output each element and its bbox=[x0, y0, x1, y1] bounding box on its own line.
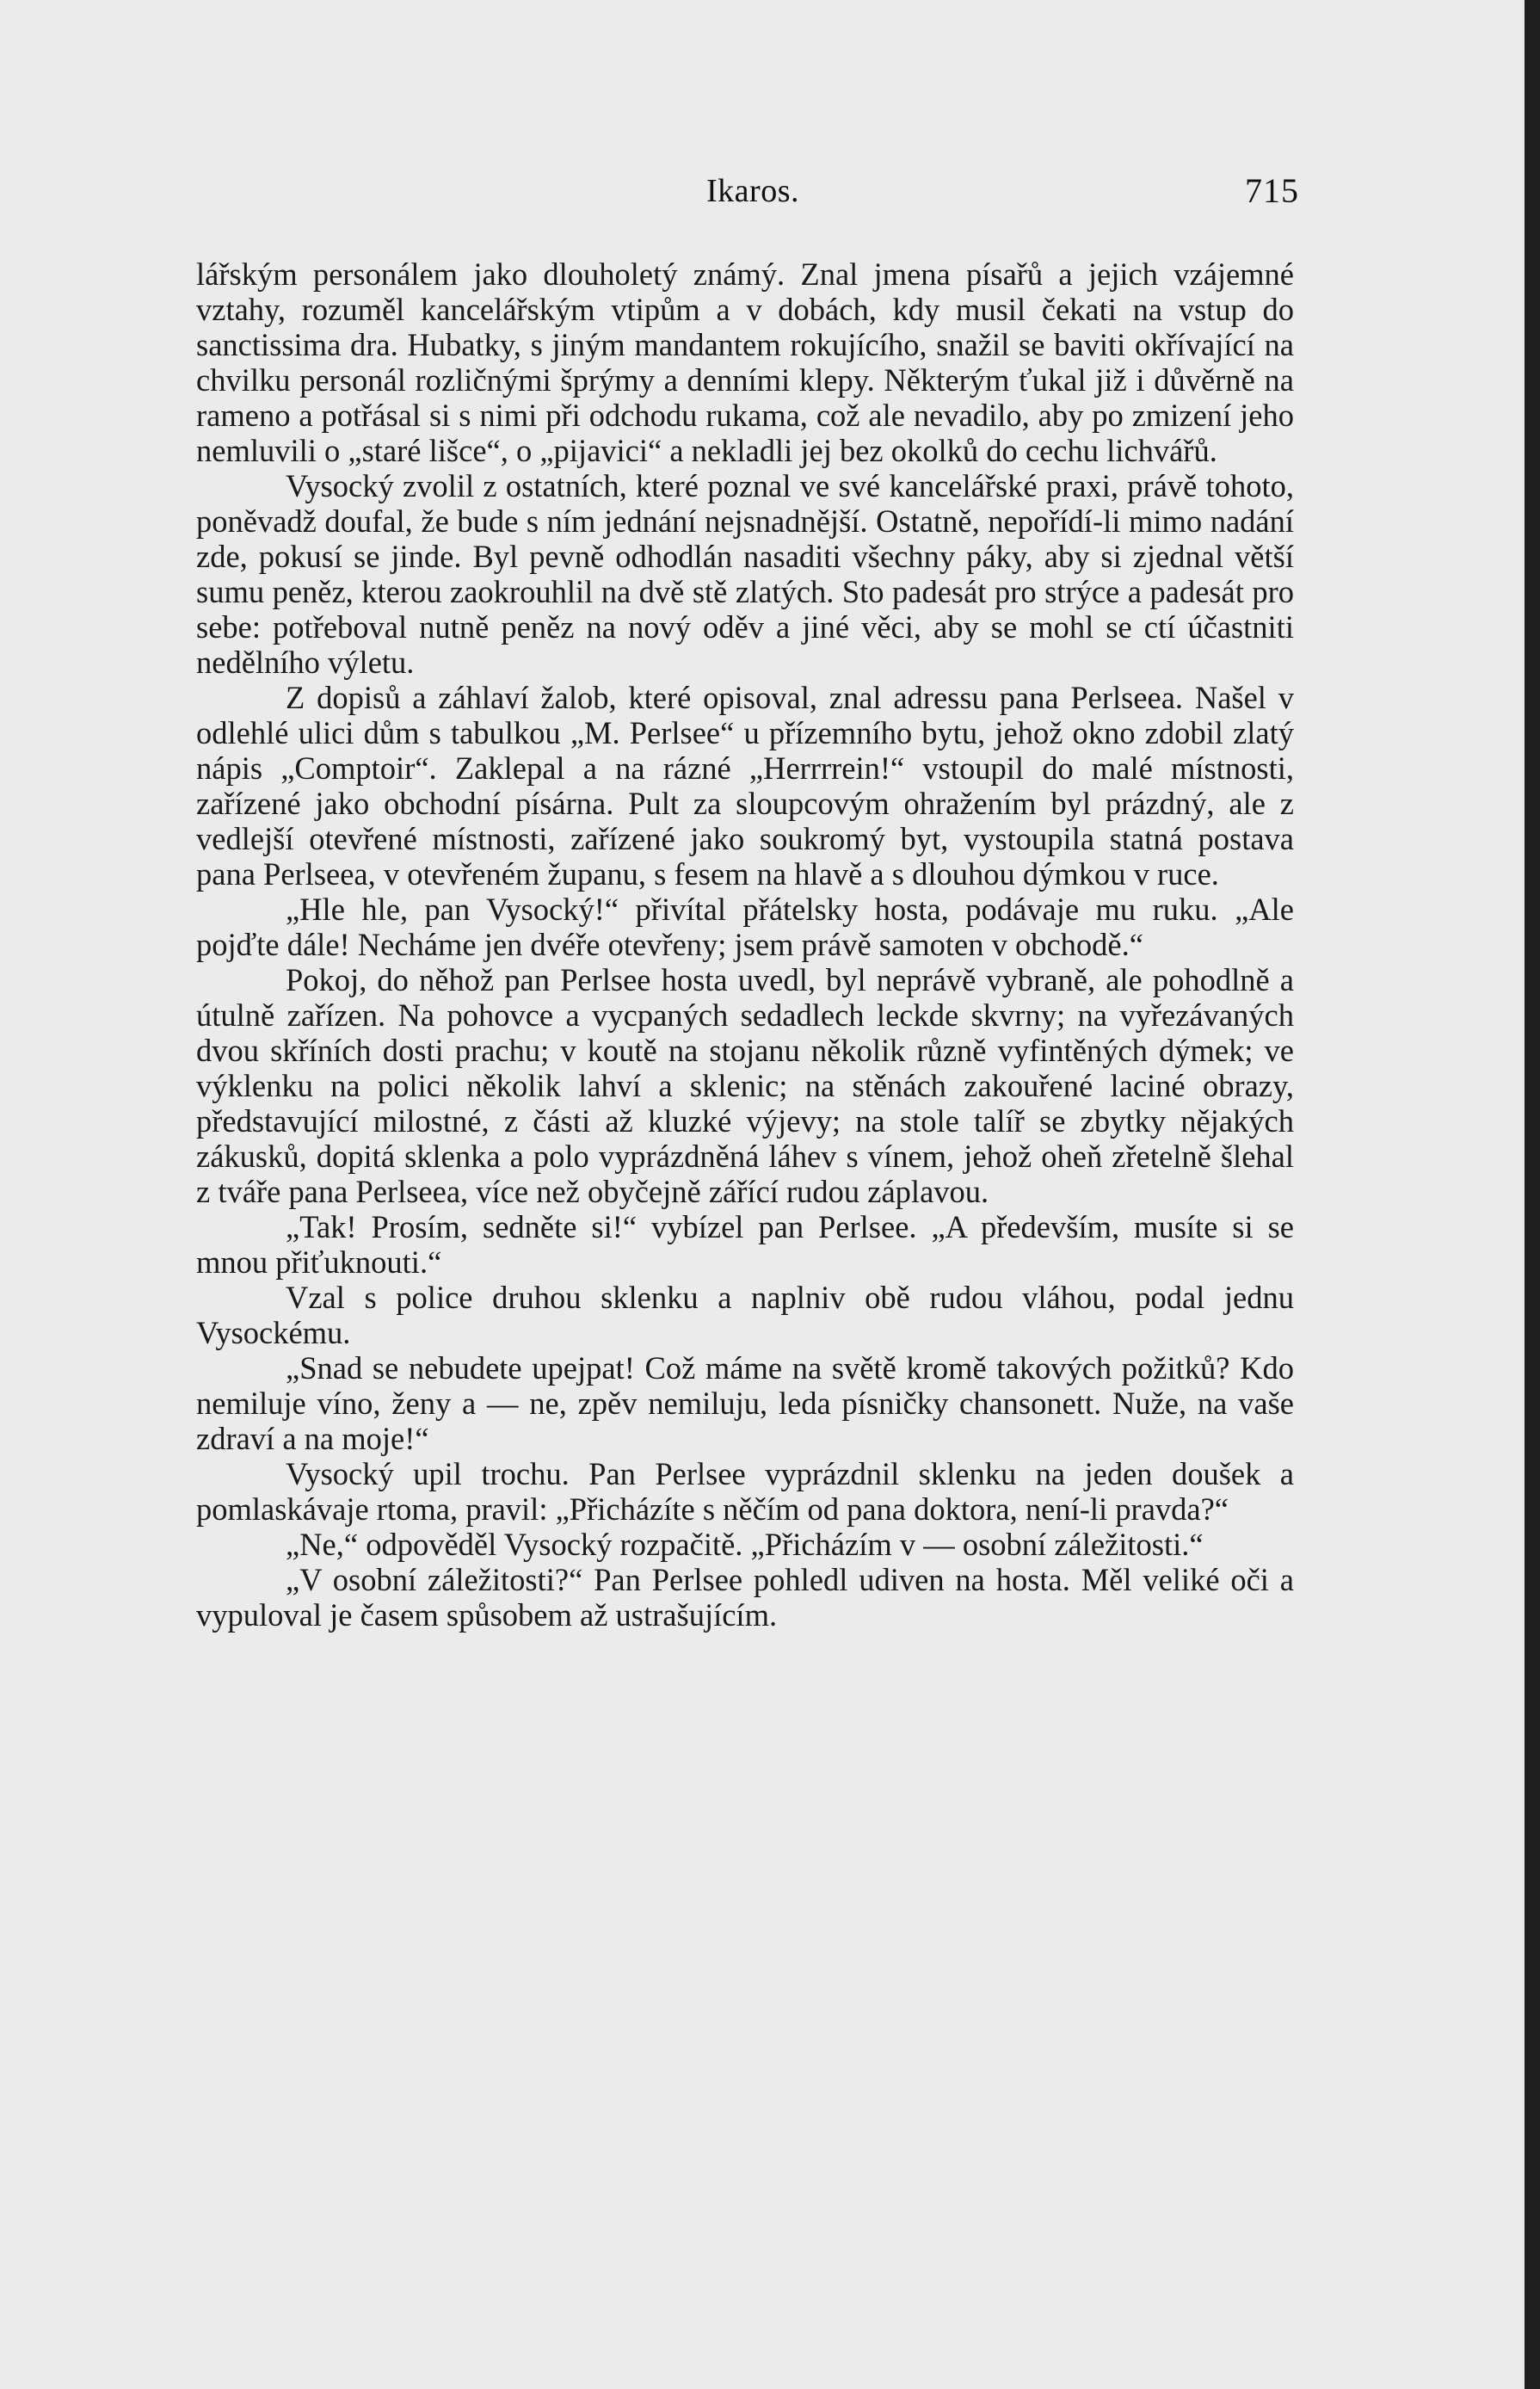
paragraph: „Hle hle, pan Vysocký!“ přivítal přátelsky hosta, podávaje mu ruku. „Ale pojďte dále! Necháme jen dvéře otevřeny; jsem právě samoten v obchodě.“ bbox=[196, 892, 1294, 962]
paragraph: Vysocký upil trochu. Pan Perlsee vyprázdnil sklenku na jeden doušek a pomlaskávaje rtoma, pravil: „Přicházíte s něčím od pana doktora, není-li pravda?“ bbox=[196, 1456, 1294, 1527]
paragraph: „Snad se nebudete upejpat! Což máme na světě kromě takových požitků? Kdo nemiluje víno, ženy a — ne, zpěv nemiluju, leda písničky chansonett. Nuže, na vaše zdraví a na moje!“ bbox=[196, 1350, 1294, 1456]
paragraph: „Tak! Prosím, sedněte si!“ vybízel pan Perlsee. „A především, musíte si se mnou přiťuknouti.“ bbox=[196, 1209, 1294, 1280]
scan-edge-shadow bbox=[1525, 0, 1540, 2389]
body-text bbox=[196, 256, 1294, 1633]
paragraph: „V osobní záležitosti?“ Pan Perlsee pohledl udiven na hosta. Měl veliké oči a vypuloval je časem spůsobem až ustrašujícím. bbox=[196, 1562, 1294, 1633]
paragraph: lářským personálem jako dlouholetý známý. Znal jmena písařů a jejich vzájemné vztahy, rozuměl kancelářským vtipům a v dobách, kdy musil čekati na vstup do sanctissima dra. Hubatky, s jiným mandantem rokujícího, snažil se baviti okřívající na chvilku personál rozličnými šprýmy a denními klepy. Některým ťukal již i důvěrně na rameno a potřásal si s nimi při odchodu rukama, což ale nevadilo, aby po zmizení jeho nemluvili o „staré lišce“, o „pijavici“ a nekladli jej bez okolků do cechu lichvářů. bbox=[196, 256, 1294, 468]
paragraph: „Ne,“ odpověděl Vysocký rozpačitě. „Přicházím v — osobní záležitosti.“ bbox=[286, 1527, 1204, 1562]
running-header-title: Ikaros. bbox=[706, 173, 799, 209]
paragraph: Z dopisů a záhlaví žalob, které opisoval, znal adressu pana Perlseea. Našel v odlehlé ulici dům s tabulkou „M. Perlsee“ u přízemního bytu, jehož okno zdobil zlatý nápis „Comptoir“. Zaklepal a na rázné „Herrrrein!“ vstoupil do malé místnosti, zařízené jako obchodní písárna. Pult za sloupcovým ohražením byl prázdný, ale z vedlejší otevřené místnosti, zařízené jako soukromý byt, vystoupila statná postava pana Perlseea, v otevřeném županu, s fesem na hlavě a s dlouhou dýmkou v ruce. bbox=[196, 680, 1294, 892]
paragraph: Vysocký zvolil z ostatních, které poznal ve své kancelářské praxi, právě tohoto, poněvadž doufal, že bude s ním jednání nejsnadnější. Ostatně, nepořídí-li mimo nadání zde, pokusí se jinde. Byl pevně odhodlán nasaditi všechny páky, aby si zjednal větší sumu peněz, kterou zaokrouhlil na dvě stě zlatých. Sto padesát pro strýce a padesát pro sebe: potřeboval nutně peněz na nový oděv a jiné věci, aby se mohl se ctí účastniti nedělního výletu. bbox=[196, 468, 1294, 680]
page-number: 715 bbox=[1245, 171, 1299, 210]
paragraph: Pokoj, do něhož pan Perlsee hosta uvedl, byl neprávě vybraně, ale pohodlně a útulně zařízen. Na pohovce a vycpaných sedadlech leckde skvrny; na vyřezávaných dvou skříních dosti prachu; v koutě na stojanu několik různě vyfintěných dýmek; ve výklenku na polici několik lahví a sklenic; na stěnách zakouřené laciné obrazy, představující milostné, z části až kluzké výjevy; na stole talíř se zbytky nějakých zákusků, dopitá sklenka a polo vyprázdněná láhev s vínem, jehož oheň zřetelně šlehal z tváře pana Perlseea, více než obyčejně zářící rudou záplavou. bbox=[196, 962, 1294, 1209]
paragraph: Vzal s police druhou sklenku a naplniv obě rudou vláhou, podal jednu Vysockému. bbox=[196, 1280, 1294, 1350]
